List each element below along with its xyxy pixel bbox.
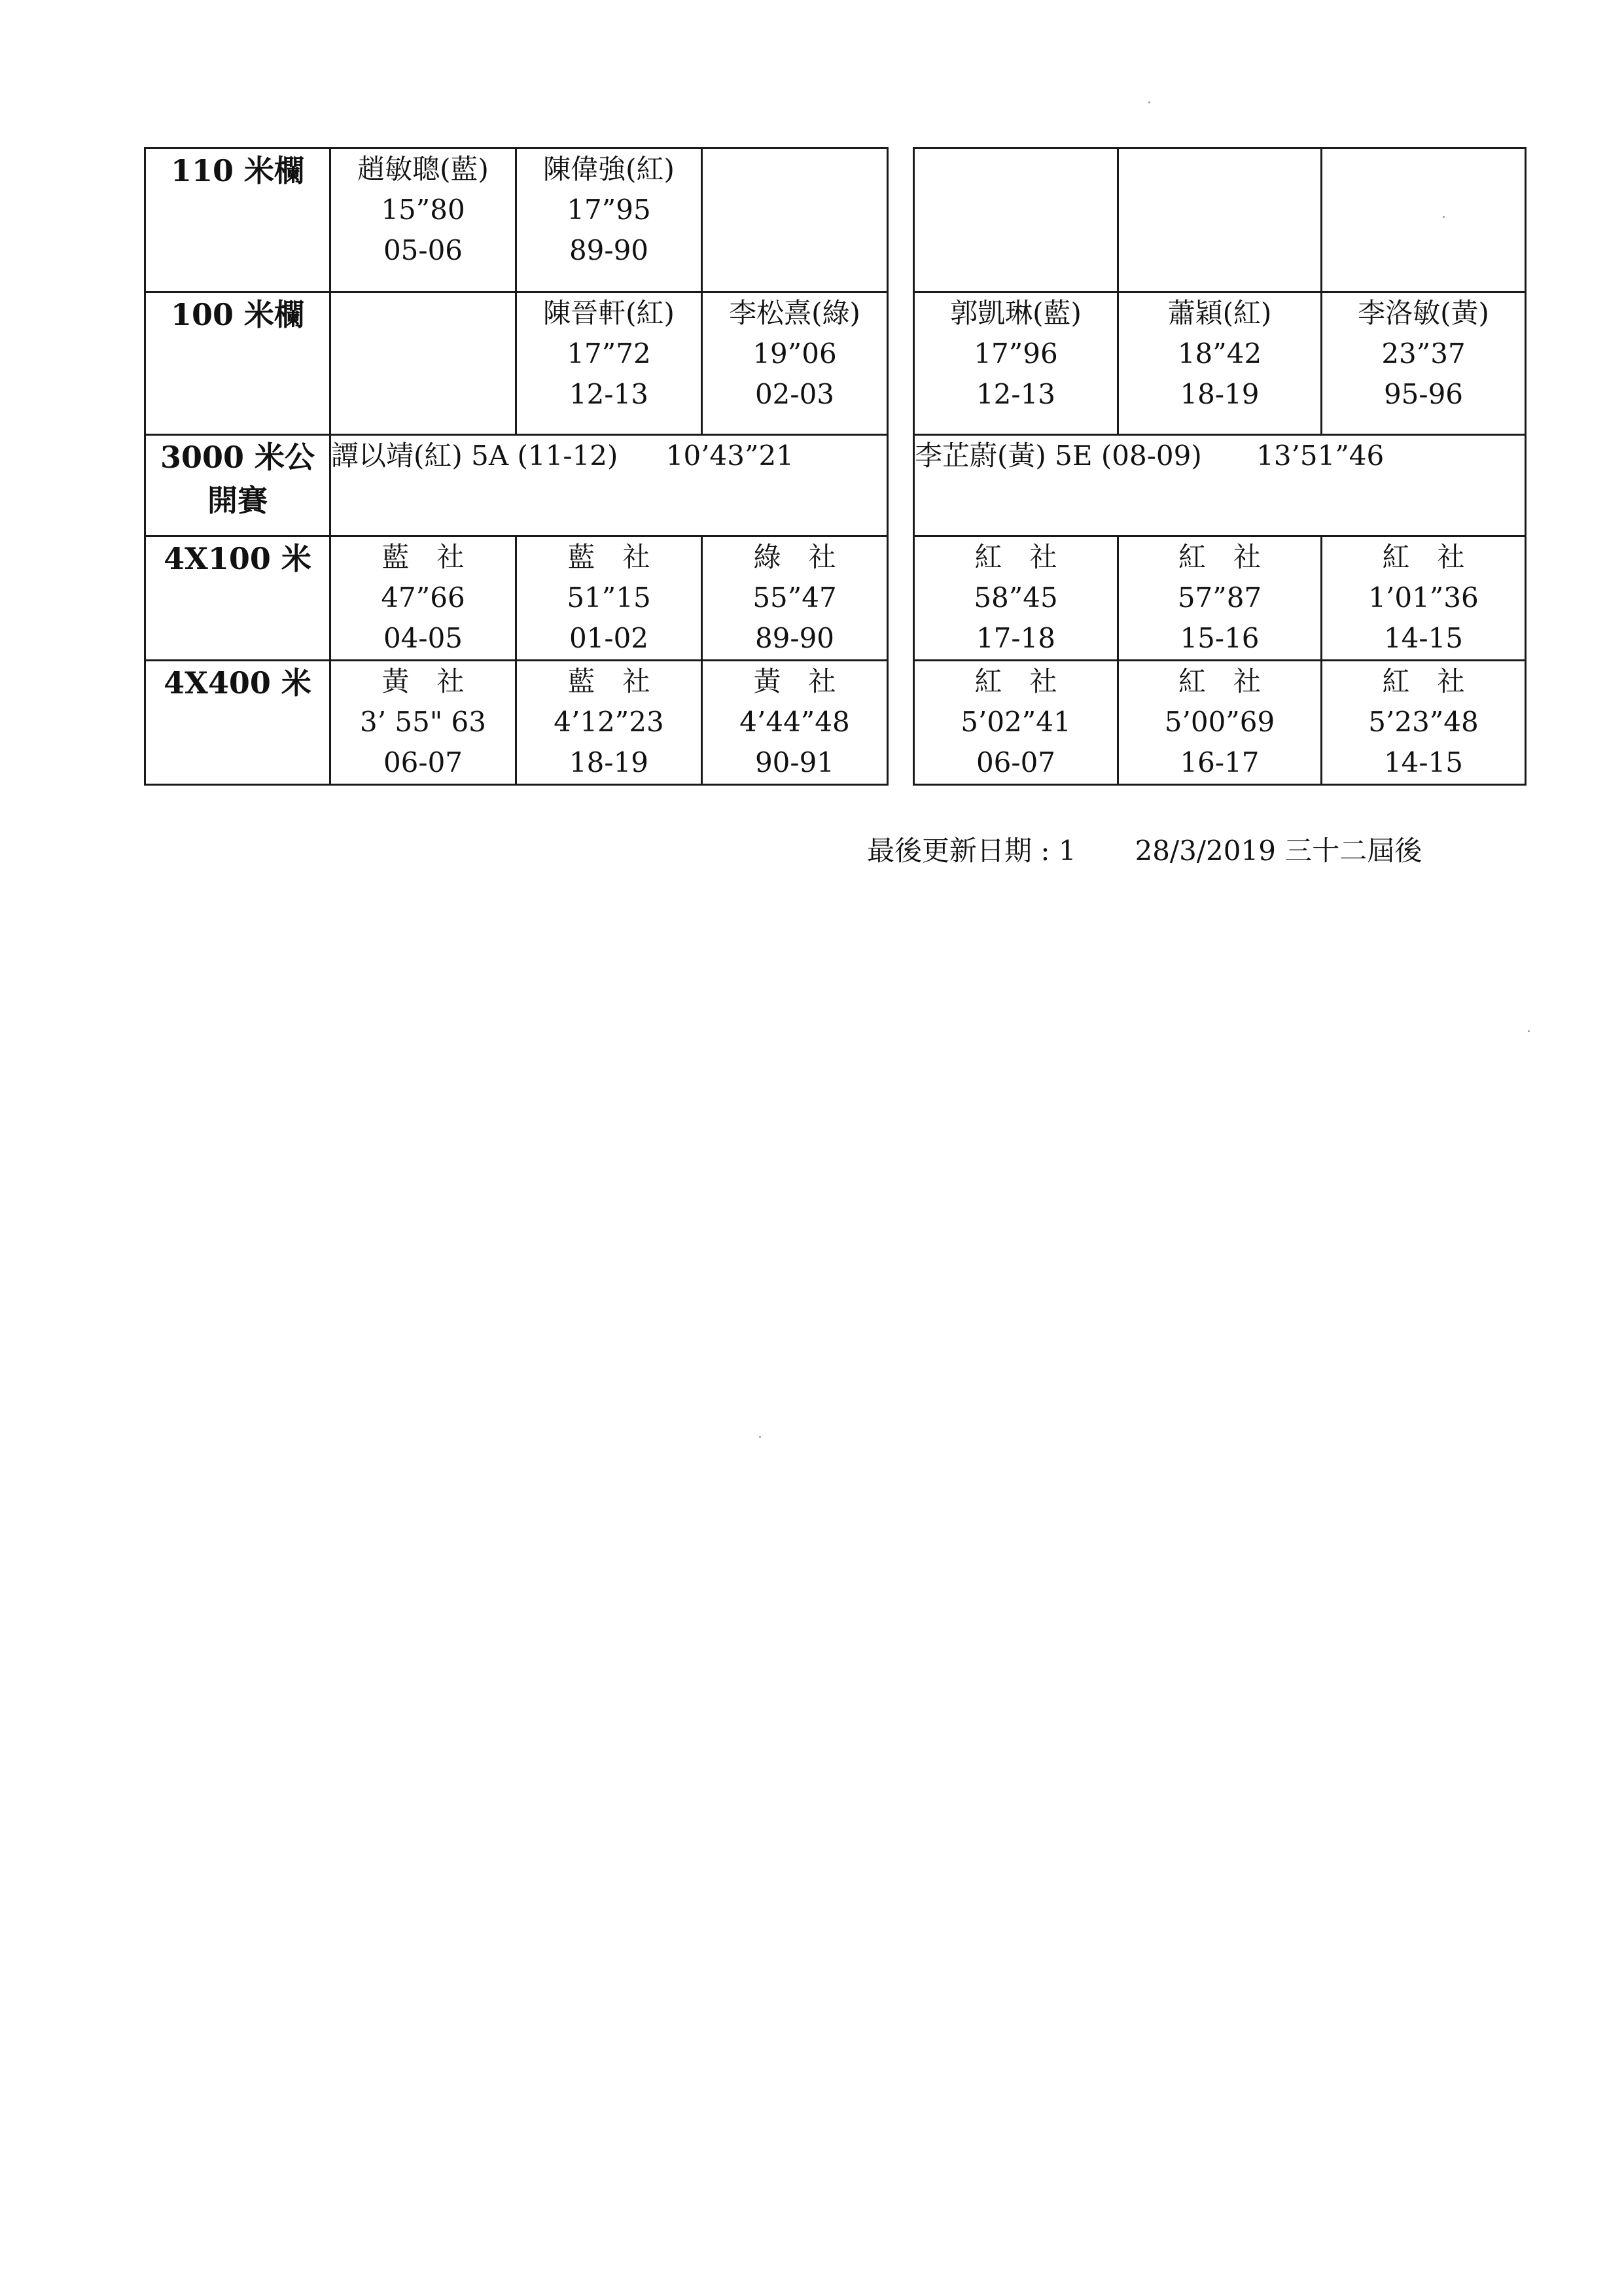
- record-time: 58”45: [974, 582, 1058, 614]
- record-year: 05-06: [383, 234, 463, 266]
- record-year: 14-15: [1383, 746, 1464, 778]
- scan-speck: [1148, 101, 1150, 103]
- record-cell: [702, 292, 888, 435]
- event-label: 4X400 米: [145, 661, 330, 785]
- last-updated-date: 28/3/2019 三十二屆後: [1135, 835, 1422, 867]
- team-name: 藍 社: [567, 541, 650, 573]
- record-cell: [1322, 292, 1526, 435]
- table-row: [914, 148, 1526, 292]
- record-year: 06-07: [383, 746, 463, 778]
- record-year: 89-90: [754, 622, 835, 654]
- record-year: 06-07: [976, 746, 1056, 778]
- scan-speck: [1528, 1030, 1530, 1032]
- record-time: 55”47: [752, 582, 837, 614]
- athlete-name: 趙敏聰(藍): [357, 153, 489, 185]
- record-time: 3’ 55" 63: [360, 706, 486, 738]
- record-time: 18”42: [1177, 338, 1262, 370]
- record-cell: [702, 148, 888, 292]
- team-name: 黃 社: [381, 665, 465, 697]
- record-year: 15-16: [1180, 622, 1260, 654]
- record-time: 4’44”48: [739, 706, 850, 738]
- team-name: 紅 社: [974, 665, 1057, 697]
- athlete-name: 陳晉軒(紅): [543, 297, 675, 329]
- event-label: 4X100 米: [145, 536, 330, 661]
- event-label: 100 米欄: [145, 292, 330, 435]
- record-cell: [702, 661, 888, 785]
- record-time: 5’00”69: [1164, 706, 1275, 738]
- event-label: 3000 米公 開賽: [145, 435, 330, 536]
- record-cell-wide: [330, 435, 888, 536]
- record-cell-wide: [914, 435, 1526, 536]
- team-name: 綠 社: [753, 541, 836, 573]
- team-name: 紅 社: [1382, 665, 1465, 697]
- record-time: 17”72: [567, 338, 651, 370]
- record-time: 57”87: [1177, 582, 1262, 614]
- athlete-name: 李松熹(綠): [729, 297, 860, 329]
- table-row: [145, 148, 888, 292]
- class-year: 5A (11-12): [471, 440, 618, 472]
- record-time: 1’01”36: [1368, 582, 1479, 614]
- team-name: 紅 社: [1178, 665, 1261, 697]
- record-year: 18-19: [1180, 378, 1260, 410]
- team-name: 紅 社: [1382, 541, 1465, 573]
- team-name: 黃 社: [753, 665, 836, 697]
- record-time: 17”95: [567, 194, 651, 226]
- table-row: [145, 536, 888, 661]
- record-cell: [914, 661, 1118, 785]
- last-updated-footer: [867, 829, 1422, 869]
- record-cell: [330, 292, 516, 435]
- record-year: 18-19: [569, 746, 649, 778]
- athlete-name: 李洛敏(黃): [1358, 297, 1489, 329]
- record-time: 10’43”21: [665, 440, 794, 472]
- record-cell: [1322, 661, 1526, 785]
- record-time: 13’51”46: [1256, 440, 1385, 472]
- record-cell: [330, 148, 516, 292]
- record-time: 4’12”23: [554, 706, 664, 738]
- record-cell: [1118, 661, 1322, 785]
- record-time: 5’02”41: [961, 706, 1071, 738]
- record-cell: [1118, 292, 1322, 435]
- record-cell: [1322, 536, 1526, 661]
- record-time: 15”80: [381, 194, 465, 226]
- record-year: 89-90: [569, 234, 649, 266]
- record-cell: [330, 536, 516, 661]
- record-year: 14-15: [1383, 622, 1464, 654]
- record-cell: [1118, 148, 1322, 292]
- team-name: 紅 社: [1178, 541, 1261, 573]
- athlete-name: 陳偉強(紅): [543, 153, 675, 185]
- table-row: [145, 292, 888, 435]
- record-time: 23”37: [1381, 338, 1466, 370]
- record-year: 12-13: [976, 378, 1056, 410]
- record-year: 17-18: [976, 622, 1056, 654]
- team-name: 藍 社: [381, 541, 465, 573]
- records-table-left: [144, 147, 889, 786]
- team-name: 紅 社: [974, 541, 1057, 573]
- athlete-name: 李芷蔚(黃): [915, 440, 1046, 472]
- record-cell: [516, 661, 702, 785]
- record-cell: [516, 148, 702, 292]
- record-cell: [702, 536, 888, 661]
- table-row: [145, 661, 888, 785]
- record-cell: [1118, 536, 1322, 661]
- record-time: 47”66: [381, 582, 465, 614]
- record-time: 5’23”48: [1368, 706, 1479, 738]
- table-row: [914, 536, 1526, 661]
- record-cell: [914, 292, 1118, 435]
- record-cell: [516, 536, 702, 661]
- scan-speck: [1443, 216, 1445, 218]
- athlete-name: 蕭穎(紅): [1167, 297, 1272, 329]
- records-table-right: [913, 147, 1527, 786]
- record-cell: [516, 292, 702, 435]
- record-cell: [1322, 148, 1526, 292]
- record-year: 12-13: [569, 378, 649, 410]
- athlete-name: 譚以靖(紅): [331, 440, 463, 472]
- record-time: 19”06: [752, 338, 837, 370]
- table-row: [914, 661, 1526, 785]
- event-label: 110 米欄: [145, 148, 330, 292]
- record-year: 04-05: [383, 622, 463, 654]
- team-name: 藍 社: [567, 665, 650, 697]
- record-year: 95-96: [1383, 378, 1464, 410]
- record-cell: [914, 148, 1118, 292]
- record-year: 01-02: [569, 622, 649, 654]
- table-row: [145, 435, 888, 536]
- record-year: 02-03: [754, 378, 835, 410]
- record-time: 17”96: [974, 338, 1058, 370]
- record-cell: [330, 661, 516, 785]
- class-year: 5E (08-09): [1055, 440, 1202, 472]
- scan-speck: [759, 1436, 761, 1438]
- athlete-name: 郭凱琳(藍): [950, 297, 1082, 329]
- record-year: 90-91: [754, 746, 835, 778]
- table-row: [914, 292, 1526, 435]
- record-year: 16-17: [1180, 746, 1260, 778]
- table-row: [914, 435, 1526, 536]
- record-time: 51”15: [567, 582, 651, 614]
- last-updated-label: 最後更新日期 : 1: [867, 835, 1076, 867]
- record-cell: [914, 536, 1118, 661]
